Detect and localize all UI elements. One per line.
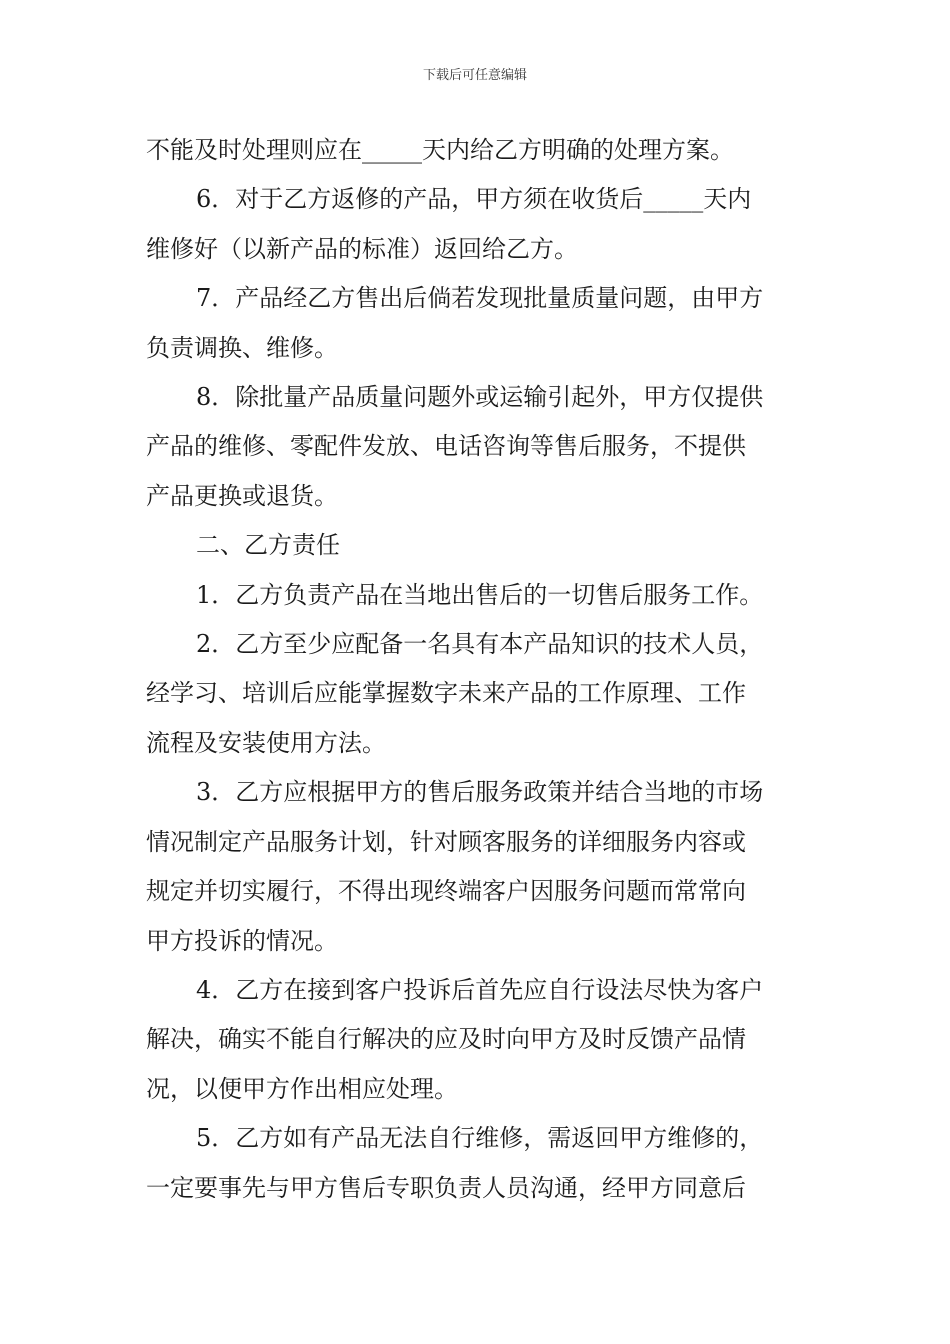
document-body <box>146 126 808 1213</box>
text-line: 况，以便甲方作出相应处理。 <box>146 1074 458 1103</box>
text-line: 5．乙方如有产品无法自行维修，需返回甲方维修的， <box>196 1124 764 1153</box>
text-line: 甲方投诉的情况。 <box>146 926 338 955</box>
text-line: 6．对于乙方返修的产品，甲方须在收货后_____天内 <box>196 185 752 214</box>
text-line: 产品更换或退货。 <box>146 481 338 510</box>
text-line: 2．乙方至少应配备一名具有本产品知识的技术人员， <box>196 630 764 659</box>
section-heading: 二、乙方责任 <box>196 531 340 560</box>
text-line: 流程及安装使用方法。 <box>146 728 386 757</box>
text-line: 3．乙方应根据甲方的售后服务政策并结合当地的市场 <box>196 778 764 807</box>
text-line: 不能及时处理则应在_____天内给乙方明确的处理方案。 <box>146 136 734 164</box>
text-line: 负责调换、维修。 <box>146 333 338 362</box>
text-line: 解决，确实不能自行解决的应及时向甲方及时反馈产品情 <box>146 1025 746 1054</box>
text-line: 情况制定产品服务计划，针对顾客服务的详细服务内容或 <box>146 827 746 856</box>
page-header: 下载后可任意编辑 <box>422 68 527 83</box>
text-line: 维修好（以新产品的标准）返回给乙方。 <box>146 234 578 263</box>
text-line: 8．除批量产品质量问题外或运输引起外，甲方仅提供 <box>196 383 764 412</box>
text-line: 一定要事先与甲方售后专职负责人员沟通，经甲方同意后 <box>146 1173 746 1202</box>
text-line: 7．产品经乙方售出后倘若发现批量质量问题，由甲方 <box>196 284 764 313</box>
text-line: 4．乙方在接到客户投诉后首先应自行设法尽快为客户 <box>196 975 764 1004</box>
text-line: 经学习、培训后应能掌握数字未来产品的工作原理、工作 <box>146 679 746 708</box>
text-line: 1．乙方负责产品在当地出售后的一切售后服务工作。 <box>196 580 764 609</box>
text-line: 规定并切实履行，不得出现终端客户因服务问题而常常向 <box>146 877 746 906</box>
text-line: 产品的维修、零配件发放、电话咨询等售后服务，不提供 <box>146 432 746 461</box>
